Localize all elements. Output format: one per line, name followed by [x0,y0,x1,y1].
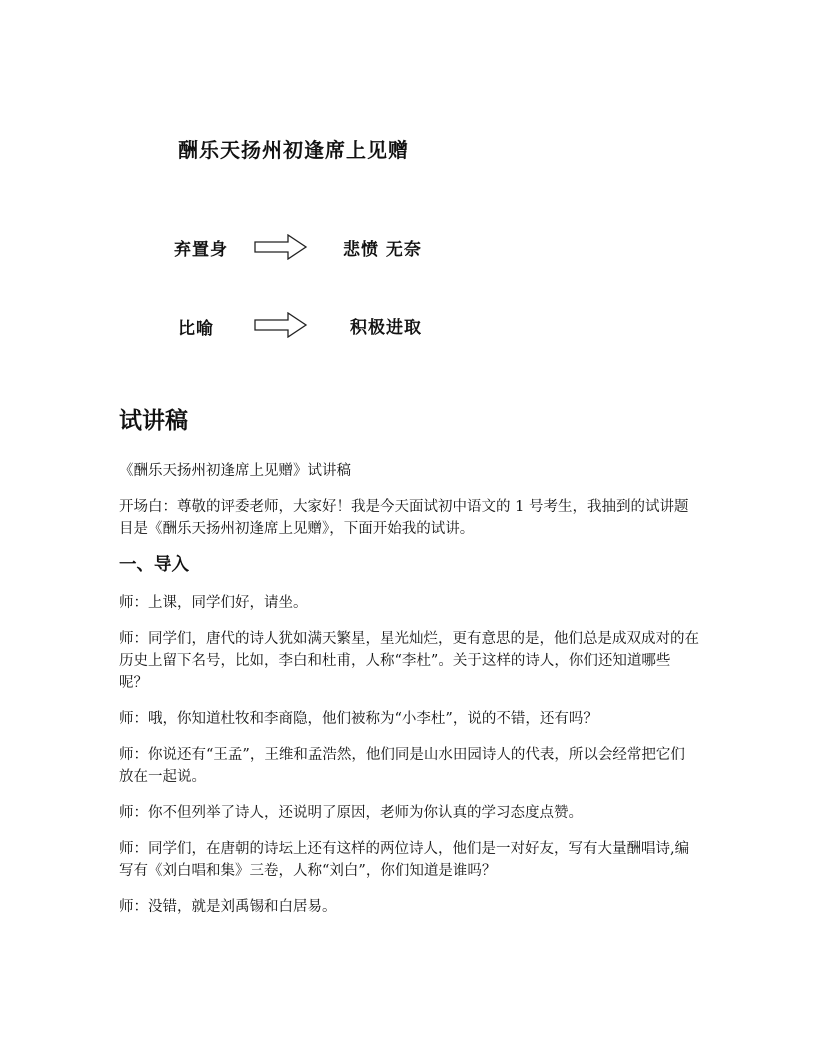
document-body [119,460,699,932]
board-row1-left: 弃置身 [174,240,228,260]
arrow-right-icon [254,234,308,260]
board-row2-right: 积极进取 [350,318,422,338]
dialogue-paragraph: 师：没错，就是刘禹锡和白居易。 [119,899,337,915]
blackboard-design [0,0,816,380]
document-heading: 试讲稿 [119,408,188,434]
document-subtitle: 《酬乐天扬州初逢席上见赠》试讲稿 [119,463,351,479]
arrow-right-icon [254,312,308,338]
dialogue-paragraph: 师：上课，同学们好，请坐。 [119,595,308,611]
dialogue-paragraph: 师：你说还有“王孟”，王维和孟浩然，他们同是山水田园诗人的代表，所以会经常把它们放在一起说。 [119,747,685,785]
dialogue-paragraph: 师：同学们，唐代的诗人犹如满天繁星，星光灿烂，更有意思的是，他们总是成双成对的在历史上留下名号，比如，李白和杜甫，人称“李杜”。关于这样的诗人，你们还知道哪些呢？ [119,631,699,691]
section-heading: 一、导入 [119,555,189,575]
opening-paragraph: 开场白：尊敬的评委老师，大家好！我是今天面试初中语文的 1 号考生，我抽到的试讲题目是《酬乐天扬州初逢席上见赠》，下面开始我的试讲。 [119,499,689,537]
board-row2-left: 比喻 [178,319,214,339]
dialogue-paragraph: 师：哦，你知道杜牧和李商隐，他们被称为“小李杜”，说的不错，还有吗？ [119,711,598,727]
board-row1-right: 悲愤 无奈 [343,240,422,260]
dialogue-paragraph: 师：你不但列举了诗人，还说明了原因，老师为你认真的学习态度点赞。 [119,805,583,821]
dialogue-paragraph: 师：同学们，在唐朝的诗坛上还有这样的两位诗人，他们是一对好友，写有大量酬唱诗,编写有《刘白唱和集》三卷，人称“刘白”，你们知道是谁吗？ [119,841,690,879]
board-title: 酬乐天扬州初逢席上见赠 [178,138,409,162]
